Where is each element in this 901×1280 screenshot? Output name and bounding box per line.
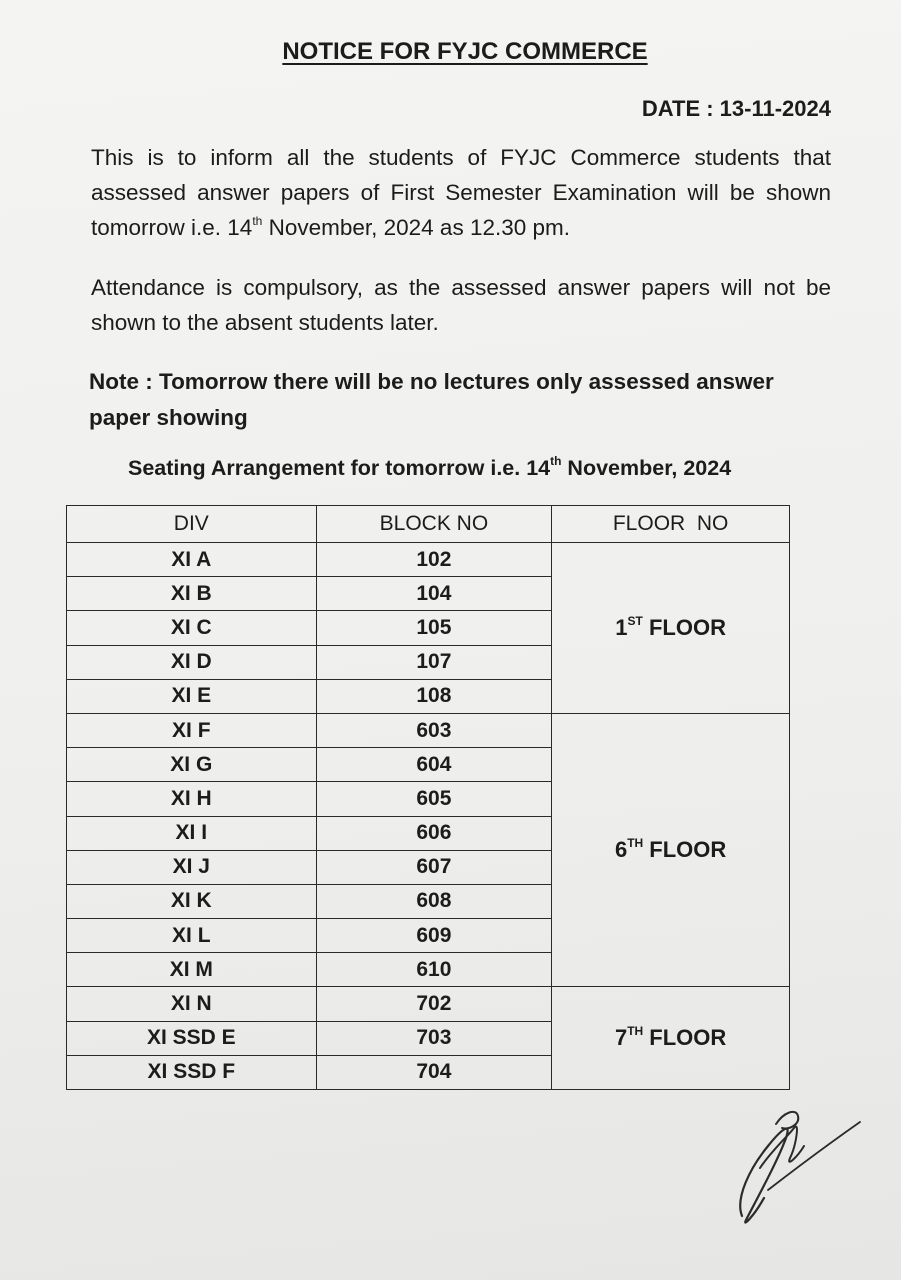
block-cell: 105 (316, 611, 552, 645)
div-cell: XI J (67, 850, 317, 884)
div-cell: XI SSD E (67, 1021, 317, 1055)
seating-heading (128, 456, 731, 481)
info-text-start: This is to inform all the students of FYJC Commerce students that assessed answer papers of First Semester Examination will be shown tomorrow i.e. 14 (91, 145, 831, 240)
div-cell: XI SSD F (67, 1055, 317, 1089)
div-cell: XI I (67, 816, 317, 850)
block-cell: 609 (316, 919, 552, 953)
div-cell: XI C (67, 611, 317, 645)
div-cell: XI F (67, 713, 317, 747)
div-cell: XI E (67, 679, 317, 713)
floor-label: FLOOR (643, 1025, 727, 1051)
note-text: Note : Tomorrow there will be no lectures only assessed answer paper showing (89, 369, 774, 430)
block-cell: 610 (316, 953, 552, 987)
floor-label: FLOOR (643, 837, 727, 863)
block-cell: 607 (316, 850, 552, 884)
div-cell: XI L (67, 919, 317, 953)
notice-date: DATE : 13-11-2024 (641, 96, 831, 121)
floor-number: 1 (615, 614, 628, 640)
block-cell: 702 (316, 987, 552, 1021)
floor-number: 7 (614, 1025, 628, 1051)
div-cell: XI D (67, 645, 317, 679)
floor-suffix: TH (627, 1024, 644, 1039)
floor-number: 6 (614, 837, 628, 863)
div-cell: XI N (67, 987, 317, 1021)
table-row (67, 713, 790, 747)
block-cell: 704 (316, 1055, 552, 1089)
seating-table (66, 505, 790, 1090)
div-cell: XI M (67, 953, 317, 987)
info-paragraph (91, 140, 831, 245)
attendance-paragraph: Attendance is compulsory, as the assessed answer papers will not be shown to the absent students later. (91, 275, 831, 335)
block-cell: 104 (316, 577, 552, 611)
table-row (67, 543, 790, 577)
block-cell: 606 (316, 816, 552, 850)
signature-mark (720, 1098, 890, 1238)
seating-heading-end: November, 2024 (561, 456, 732, 480)
table-header-row (67, 506, 790, 543)
header-floor-no: FLOOR NO (552, 506, 790, 543)
block-cell: 703 (316, 1021, 552, 1055)
div-cell: XI K (67, 884, 317, 918)
block-cell: 107 (316, 645, 552, 679)
header-block-no: BLOCK NO (316, 506, 552, 543)
table-row (67, 987, 790, 1021)
seating-date-suffix: th (550, 454, 562, 468)
floor-cell-1 (552, 543, 790, 714)
seating-heading-start: Seating Arrangement for tomorrow i.e. 14 (128, 456, 551, 480)
div-cell: XI G (67, 748, 317, 782)
notice-title: NOTICE FOR FYJC COMMERCE (282, 38, 648, 65)
floor-suffix: ST (627, 613, 643, 628)
block-cell: 608 (316, 884, 552, 918)
floor-cell-7 (552, 987, 790, 1090)
block-cell: 108 (316, 679, 552, 713)
floor-suffix: TH (627, 836, 644, 851)
block-cell: 605 (316, 782, 552, 816)
div-cell: XI H (67, 782, 317, 816)
floor-cell-6 (552, 713, 790, 987)
header-div: DIV (67, 506, 317, 543)
block-cell: 102 (316, 543, 552, 577)
info-text-end: November, 2024 as 12.30 pm. (262, 215, 571, 240)
block-cell: 604 (316, 748, 552, 782)
info-date-suffix: th (252, 214, 263, 228)
block-cell: 603 (316, 713, 552, 747)
div-cell: XI A (67, 543, 317, 577)
floor-label: FLOOR (642, 614, 726, 640)
div-cell: XI B (67, 577, 317, 611)
